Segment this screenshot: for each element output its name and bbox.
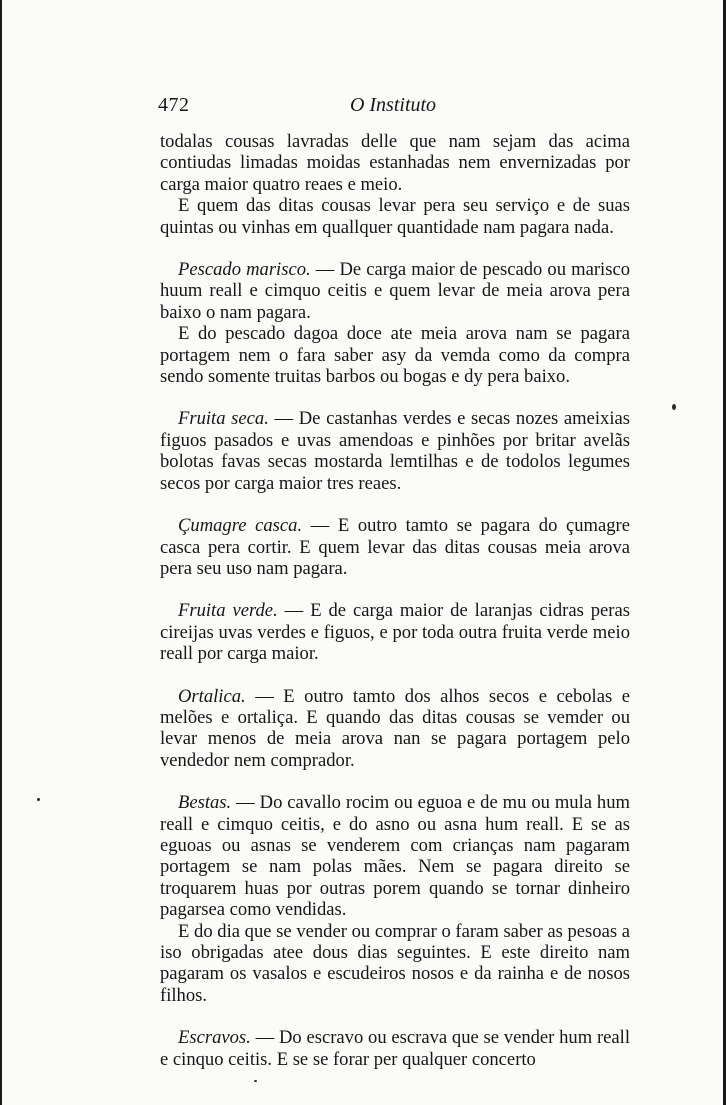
section-escravos (160, 1027, 630, 1070)
paragraph-text: E quem das ditas cousas levar pera seu serviço e de suas quintas ou vinhas em quallquer quantidade nam pagara nada. (160, 195, 630, 238)
ink-speck (672, 404, 676, 410)
page-header (158, 94, 628, 120)
ink-speck (37, 798, 40, 801)
body-text (160, 131, 630, 1070)
section-cumagre-casca (160, 515, 630, 579)
paragraph-text: E do pescado dagoa doce ate meia arova nam se pagara portagem nem o fara saber asy da vemda como da compra sendo somente truitas barbos ou bogas e dy pera baixo. (160, 323, 630, 388)
paragraph-text: — Do escravo ou escrava que se vender hum reall e cinquo ceitis. E se se forar per qualquer concerto (160, 1027, 630, 1070)
section-heading: Fruita seca. (178, 408, 269, 430)
paragraph-text: todalas cousas lavradas delle que nam sejam das acima contiudas limadas moidas estanhadas nem envernizadas por carga maior quatro reaes e meio. (160, 131, 630, 195)
section-heading: Çumagre casca. (178, 515, 303, 537)
paragraph-text: — E outro tamto se pagara do çumagre casca pera cortir. E quem levar das ditas cousas meia arova pera seu uso nam pagara. (160, 515, 630, 579)
running-title: O Instituto (349, 94, 437, 116)
section-heading: Escravos. (178, 1027, 251, 1049)
paragraph-pescado-dagoa (160, 323, 630, 387)
ink-speck (254, 1080, 257, 1082)
paragraph-text: — E de carga maior de laranjas cidras peras cireijas uvas verdes e figuos, e por toda outra fruita verde meio reall por carga maior. (160, 600, 630, 665)
section-bestas (160, 792, 630, 920)
paragraph-text: — De carga maior de pescado ou marisco huum reall e cimquo ceitis e quem levar de meia arova pera baixo o nam pagara. (160, 259, 630, 323)
paragraph-text: — E outro tamto dos alhos secos e cebolas e melões e ortaliça. E quando das ditas cousas se vemder ou levar menos de meia arova nan se pagara portagem pelo vendedor nem comprador. (160, 685, 630, 771)
paragraph-text: E do dia que se vender ou comprar o faram saber as pesoas a iso obrigadas atee dous dias seguintes. E este direito nam pagaram os vasalos e escudeiros nosos e da rainha e de nosos filhos. (160, 920, 630, 1006)
paragraph-text: — Do cavallo rocim ou eguoa e de mu ou mula hum reall e cimquo ceitis, e do asno ou asna hum reall. E se as eguoas ou asnas se venderem com crianças nam pagaram portagem se nam polas mães. Nem se pagara direito se troquarem huas por outras porem quando se tornar dinheiro pagarsea como vendidas. (160, 792, 630, 921)
paragraph-2 (160, 195, 630, 238)
page-number: 472 (158, 94, 190, 116)
paragraph-text: — De castanhas verdes e secas nozes ameixias figuos pasados e uvas amendoas e pinhões por britar avelãs bolotas favas secas mostarda lemtilhas e de todolos legumes secos por carga maior tres reaes. (160, 408, 630, 494)
paragraph-1 (160, 131, 630, 195)
paragraph-bestas-dia (160, 921, 630, 1007)
section-fruita-verde (160, 600, 630, 664)
section-fruita-seca (160, 408, 630, 494)
section-heading: Bestas. (178, 792, 232, 814)
section-ortalica (160, 686, 630, 772)
section-heading: Fruita verde. (178, 600, 278, 622)
section-pescado-marisco (160, 259, 630, 323)
section-heading: Pescado marisco. (178, 259, 311, 281)
section-heading: Ortalica. (178, 685, 246, 707)
